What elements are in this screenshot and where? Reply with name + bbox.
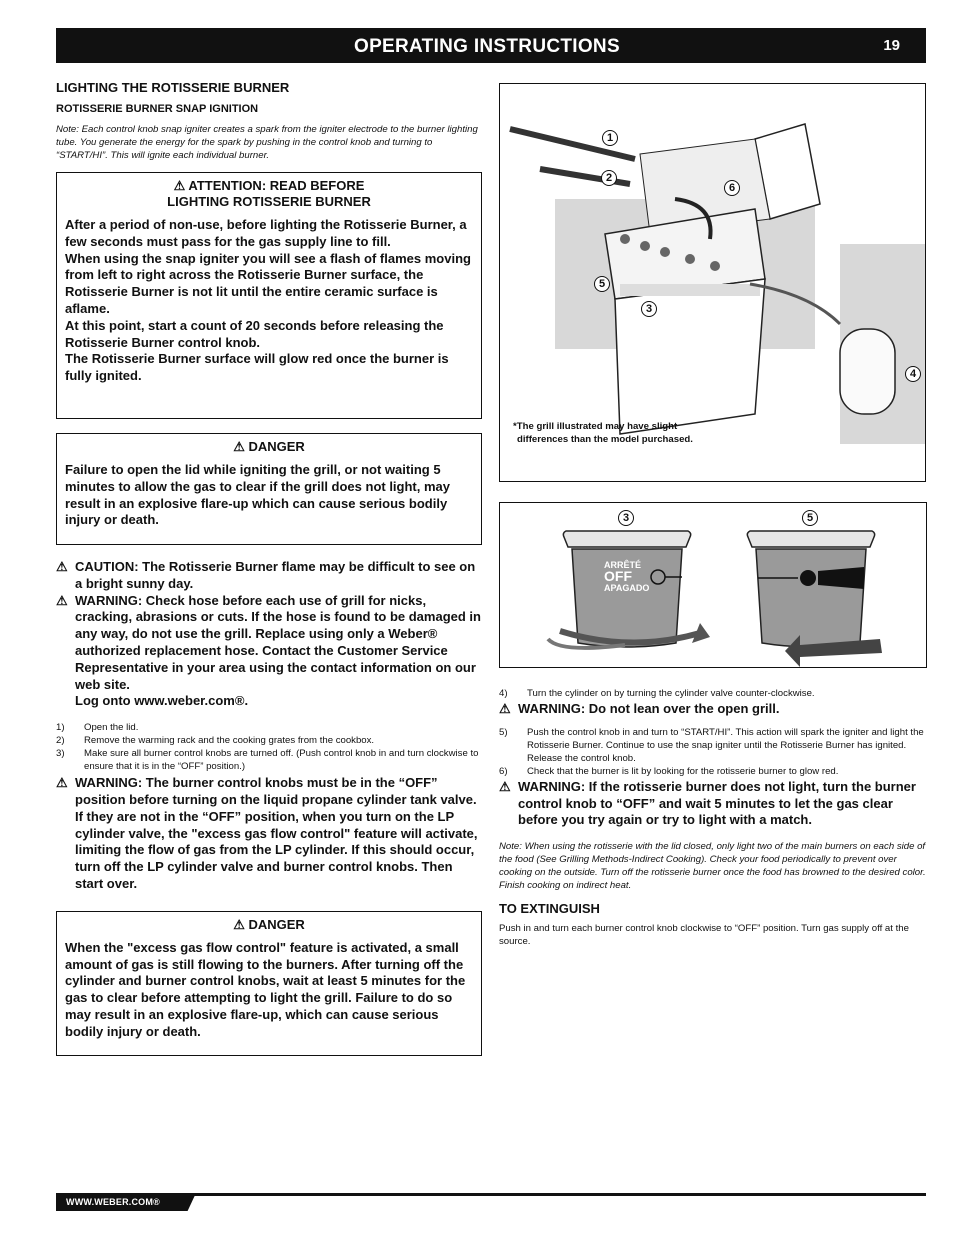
knob-drawing xyxy=(500,503,927,668)
callout-6: 6 xyxy=(724,180,740,196)
warning-triangle-icon: ⚠ xyxy=(233,916,245,932)
step-1: 1) Open the lid. xyxy=(56,722,139,734)
warning-triangle-icon: ⚠ xyxy=(56,592,68,608)
warning-triangle-icon: ⚠ xyxy=(173,178,186,193)
warning-triangle-icon: ⚠ xyxy=(499,778,511,794)
steps-list xyxy=(56,721,482,773)
step-5: 5) Push the control knob in and turn to “START/HI”. This action will spark the igniter and light the Rotisserie Burner. Continue to use the snap igniter until the Rotisserie Burner has ignited. Release the control knob. xyxy=(499,726,924,764)
section-title: LIGHTING THE ROTISSERIE BURNER xyxy=(56,80,290,95)
subsection-title: ROTISSERIE BURNER SNAP IGNITION xyxy=(56,103,259,115)
warning-off-position: ⚠ WARNING: The burner control knobs must be in the “OFF” position before turning on the liquid propane cylinder tank valve. If they are not in the “OFF” position, when you turn on the LP cylinder valve, the "excess gas flow control" feature will activate, limiting the flow of gas from the LP cylinder. If this should occur, turn off the LP cylinder valve and burner control knobs. Then start over. xyxy=(56,775,478,891)
danger-text-1: Failure to open the lid while igniting the grill, or not waiting 5 minutes to allow the gas to clear if the grill does not light, may result in an explosive flare-up which can cause serious bodily injury or death. xyxy=(65,462,450,528)
step-4: 4) Turn the cylinder on by turning the cylinder valve counter-clockwise. xyxy=(499,688,815,699)
callout-1: 1 xyxy=(602,130,618,146)
lid-note: Note: When using the rotisserie with the lid closed, only light two of the main burners on each side of the food (See Grilling Methods-Indirect Cooking). Check your food periodically to prevent over cooking on the outside. Turn off the rotisserie burner once the food has browned to the desired color. Finish cooking on indirect heat. xyxy=(499,841,926,892)
attention-p2: When using the snap igniter you will see a flash of flames moving from left to right across the Rotisserie Burner surface, the Rotisserie Burner is not lit until the entire ceramic surface is aflame. xyxy=(65,250,471,316)
attention-p4: The Rotisserie Burner surface will glow red once the burner is fully ignited. xyxy=(65,351,449,384)
callout-4: 4 xyxy=(905,366,921,382)
grill-illustration xyxy=(499,83,926,482)
caution-note: ⚠ CAUTION: The Rotisserie Burner flame may be difficult to see on a bright sunny day. xyxy=(56,559,476,591)
knob-off-label: ARRÊTÉ OFF APAGADO xyxy=(604,560,650,593)
step-6: 6) Check that the burner is lit by looking for the rotisserie burner to glow red. xyxy=(499,765,839,777)
warning-triangle-icon: ⚠ xyxy=(233,439,245,454)
weber-link[interactable]: Log onto www.weber.com®. xyxy=(75,693,249,709)
callout-3: 3 xyxy=(641,301,657,317)
extinguish-text: Push in and turn each burner control knob clockwise to “OFF” position. Turn gas supply off at the source. xyxy=(499,923,909,948)
danger-title-1: ⚠ DANGER xyxy=(233,439,305,454)
attention-p3: At this point, start a count of 20 seconds before releasing the Rotisserie Burner control knob. xyxy=(65,317,444,350)
step-2: 2) Remove the warming rack and the cooking grates from the cookbox. xyxy=(56,735,375,747)
knob-illustration xyxy=(499,502,927,668)
header-bar xyxy=(56,28,926,63)
danger-box-2 xyxy=(56,911,482,1056)
warning-triangle-icon: ⚠ xyxy=(56,559,68,574)
callout-knob-3: 3 xyxy=(618,510,634,526)
footer-url[interactable]: WWW.WEBER.COM® xyxy=(66,1197,160,1207)
warning-triangle-icon: ⚠ xyxy=(499,701,511,716)
danger-box-1 xyxy=(56,433,482,545)
danger-title-2: ⚠ DANGER xyxy=(233,916,305,932)
attention-title: ⚠ ATTENTION: READ BEFORE LIGHTING ROTISSERIE BURNER xyxy=(167,178,371,209)
callout-2: 2 xyxy=(601,170,617,186)
left-column xyxy=(56,80,482,1056)
figure-caption: *The grill illustrated may have slight differences than the model purchased. xyxy=(513,421,693,445)
step-3: 3) Make sure all burner control knobs are turned off. (Push control knob in and turn clockwise to ensure that it is in the “OFF” position.) xyxy=(56,748,479,773)
page-title: OPERATING INSTRUCTIONS xyxy=(354,36,620,57)
warning-lean: ⚠ WARNING: Do not lean over the open grill. xyxy=(499,701,780,716)
warning-no-light: ⚠ WARNING: If the rotisserie burner does not light, turn the burner control knob to “OFF” and wait 5 minutes to let the gas clear before you try again or try to light with a match. xyxy=(499,778,916,828)
danger-text-2: When the "excess gas flow control" feature is activated, a small amount of gas is still flowing to the burners. After turning off the cylinder and burner control knobs, wait at least 5 minutes for the gas to clear before attempting to light the grill. Failure to do so may result in an explosive flare-up, which can cause serious bodily injury or death. xyxy=(65,939,466,1039)
intro-note: Note: Each control knob snap igniter creates a spark from the igniter electrode to the burner lighting tube. You generate the energy for the spark by pushing in the control knob and turning to “START/HI”. This will ignite each individual burner. xyxy=(56,124,478,161)
extinguish-title: TO EXTINGUISH xyxy=(499,901,600,917)
attention-p1: After a period of non-use, before lighting the Rotisserie Burner, a few seconds must pass for the gas supply line to fill. xyxy=(65,217,467,249)
page-number: 19 xyxy=(883,37,900,54)
warning-triangle-icon: ⚠ xyxy=(56,775,68,791)
attention-box xyxy=(56,172,482,419)
right-column xyxy=(499,687,927,948)
callout-knob-5: 5 xyxy=(802,510,818,526)
warning-hose: ⚠ WARNING: Check hose before each use of grill for nicks, cracking, abrasions or cuts. If the hose is found to be damaged in any way, do not use the grill. Replace using only a Weber® authorized replacement hose. Contact the Customer Service Representative in your area using the contact information on our web site. Log onto www.weber.com®. xyxy=(56,592,481,709)
callout-5: 5 xyxy=(594,276,610,292)
